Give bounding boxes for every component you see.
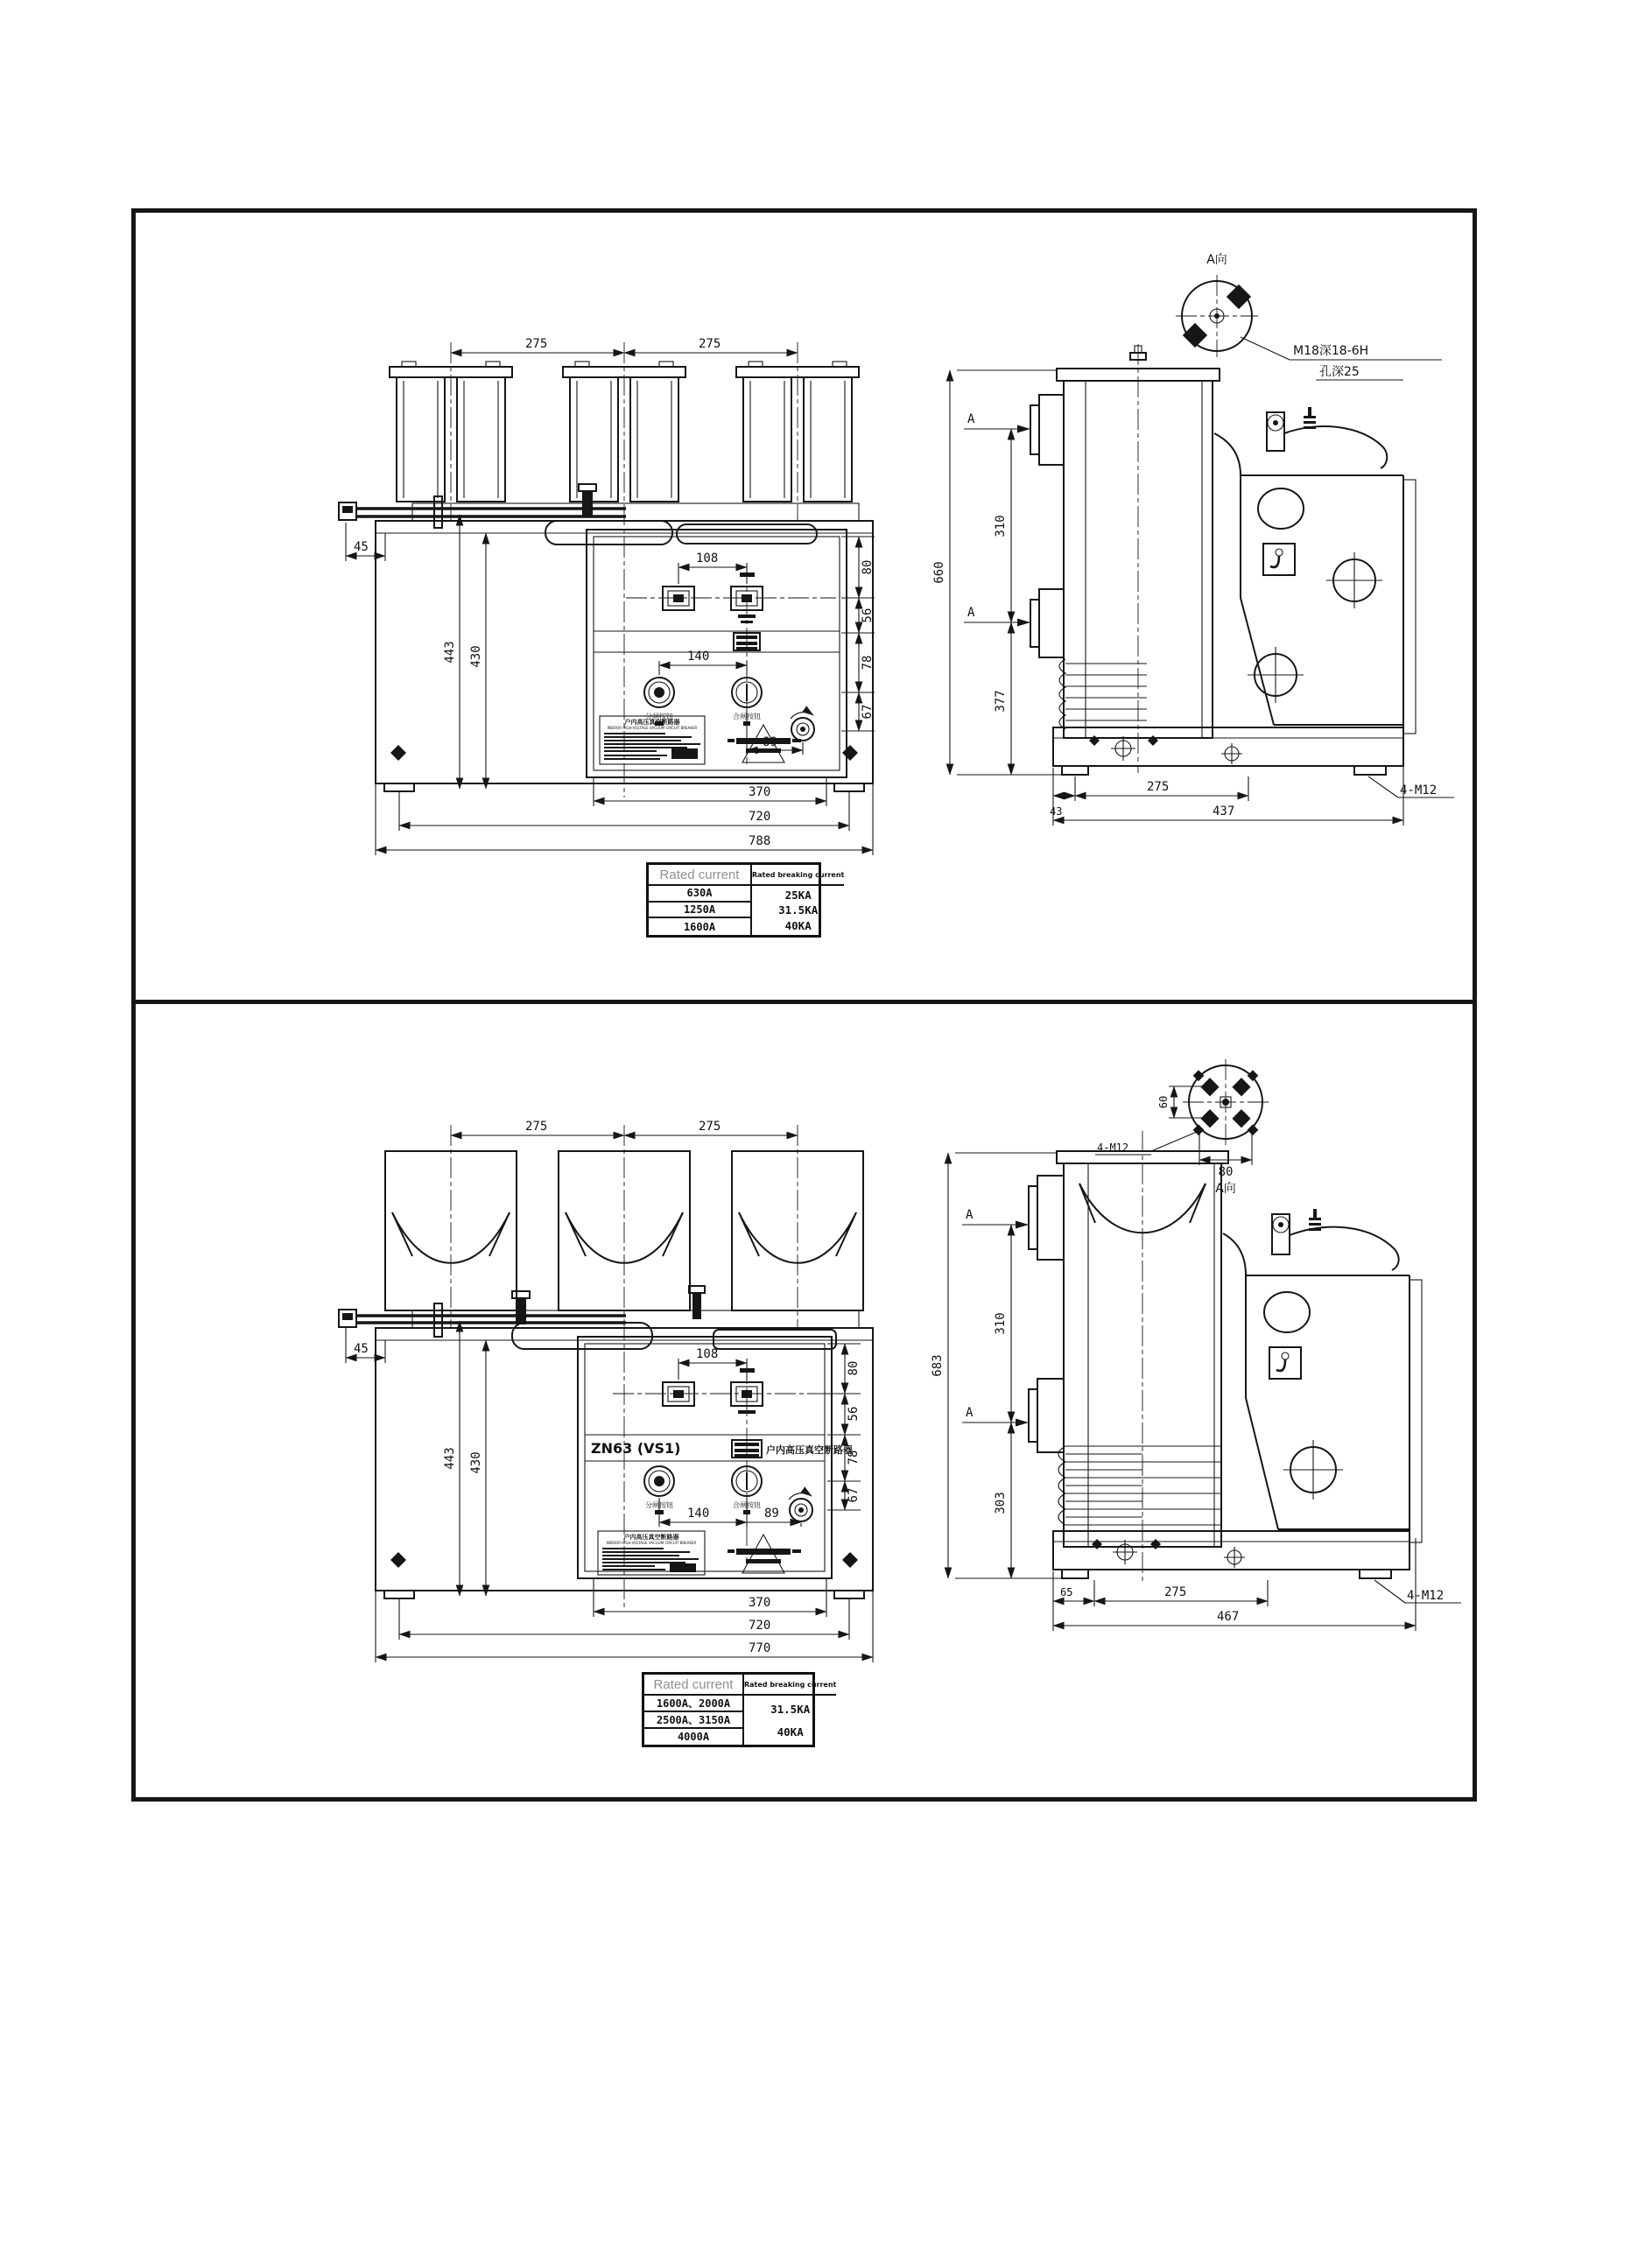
dim-overall-depth: 437 [1213,804,1235,818]
hook-icon [1269,1347,1301,1379]
side-view [931,1131,1461,1631]
base [1053,727,1403,775]
dim-pole-pitch-left: 275 [525,337,548,351]
breaking-value: 25KA [784,889,812,903]
dim-foot-pitch: 275 [1147,780,1170,794]
dim-overall-width: 788 [749,834,771,848]
detail-a-view [1176,253,1442,380]
bolt-diamond-left [390,745,406,761]
charging-knob[interactable] [791,713,814,741]
detail-thread-note: M18深18-6H [1293,344,1369,358]
close-button-label: 合闸按钮 [733,1501,761,1509]
breaking-current-cell [752,886,844,935]
dim-pole-pitch-left: 275 [525,1120,548,1134]
drawing-panel-bottom [131,1004,1477,1802]
header-rated-current: Rated current [649,865,752,886]
dim-panel-width: 370 [749,785,771,799]
dim-lower-span: 377 [994,690,1008,713]
section-label-upper: A [966,1208,974,1222]
section-label-upper: A [967,412,975,426]
open-button[interactable] [644,1466,674,1496]
dim-pole-pitch-right: 275 [699,337,721,351]
dim-lower-span: 303 [994,1492,1008,1514]
dim-button-pitch: 140 [687,1507,710,1521]
foot-bolt-note: 4-M12 [1407,1589,1445,1603]
foot-left [384,1591,414,1598]
nameplate-subtitle: INDOOR HIGH-VOLTAGE VACUUM CIRCUIT BREAKER [606,1541,697,1545]
open-button-label: 分闸按钮 [645,1501,673,1509]
close-button[interactable] [732,678,762,707]
drawing-panel-top [131,208,1477,1004]
model-label: ZN63 (VS1) [591,1440,681,1457]
indicator-window-open [663,587,694,610]
dim-overall-height: 683 [931,1354,945,1377]
platform [412,503,859,521]
detail-bolt-note: 4-M12 [1097,1142,1129,1154]
model-band [585,1435,853,1461]
rated-current-row: 2500A、3150A [644,1712,744,1729]
nameplate-subtitle: INDOOR HIGH-VOLTAGE VACUUM CIRCUIT BREAKER [607,726,698,730]
certification-mark [728,725,801,762]
section-label-lower: A [967,606,975,620]
dim-top-to-window: 80 [861,559,875,575]
dim-overall-width: 770 [749,1641,771,1655]
front-panel [578,1337,861,1578]
dim-top-to-window: 80 [847,1360,861,1376]
dim-arm-offset: 45 [354,1342,369,1356]
nameplate [598,1531,705,1575]
dim-panel-height: 430 [469,645,483,668]
dim-pole-pitch-right: 275 [699,1120,721,1134]
mechanism-frame [1223,1209,1422,1542]
dim-band-to-buttons: 78 [847,1450,861,1465]
dim-window-to-band: 56 [847,1406,861,1422]
detail-depth-note: 孔深25 [1319,365,1360,379]
band-title: 户内高压真空断路器 [766,1444,853,1456]
detail-title: A向 [1206,253,1227,267]
dim-panel-height: 430 [469,1451,483,1474]
dim-button-pitch: 140 [687,650,710,664]
rating-table-bottom [642,1672,837,1747]
breaking-value: 40KA [784,918,812,932]
foot-bolt-note: 4-M12 [1400,783,1438,797]
dim-bolt-vertical: 60 [1157,1095,1170,1109]
detail-title: A向 [1215,1182,1236,1196]
dim-overall-depth: 467 [1217,1610,1240,1624]
nameplate [600,716,705,764]
rated-current-row: 1600A、2000A [644,1696,744,1712]
interlock-arm [339,1286,836,1349]
foot-right [834,783,864,791]
charging-knob[interactable] [789,1493,812,1521]
base [1053,1531,1409,1578]
dim-buttons-to-knob: 67 [847,1487,861,1503]
dim-arm-offset: 45 [354,540,369,554]
dim-foot-offset: 65 [1060,1586,1073,1598]
bellows [1058,1446,1221,1525]
rated-current-row: 4000A [644,1729,744,1745]
dim-window-pitch: 108 [696,1347,719,1361]
mechanism-frame [1214,407,1416,734]
dim-overall-height: 660 [932,561,946,584]
front-view [339,337,875,855]
certification-mark [728,1535,801,1573]
bellows [1059,659,1147,729]
dim-panel-width: 370 [749,1596,771,1610]
dim-buttons-to-knob: 67 [861,704,875,720]
rated-current-row: 630A [649,886,752,903]
bolt-diamond-right [842,745,858,761]
dim-band-to-buttons: 78 [861,655,875,671]
breaking-current-cell [744,1696,836,1745]
dim-upper-span: 310 [994,1312,1008,1335]
dim-window-to-band: 56 [861,608,875,623]
operation-counter [734,633,760,650]
indicator-window-open [663,1382,694,1406]
dim-foot-pitch: 275 [1164,1585,1187,1599]
foot-left [384,783,414,791]
header-rated-current: Rated current [644,1675,744,1696]
close-button-label: 合闸按钮 [733,713,761,720]
header-breaking-current: Rated breaking current [744,1675,836,1696]
nameplate-title: 户内高压真空断路器 [624,719,680,726]
header-breaking-current: Rated breaking current [752,865,844,886]
dim-feet-pitch: 720 [749,810,771,824]
rated-current-row: 1600A [649,918,752,935]
dim-feet-pitch: 720 [749,1619,771,1633]
dim-foot-offset: 43 [1050,805,1063,818]
front-panel [587,530,875,777]
side-view [932,344,1454,825]
dim-body-height: 443 [443,641,457,664]
breaking-value: 31.5KA [778,903,819,917]
interlock-arm [339,484,817,544]
breaking-value: 40KA [777,1725,804,1739]
dim-body-height: 443 [443,1447,457,1470]
dim-bolt-horizontal: 80 [1218,1165,1234,1179]
front-view [339,1120,873,1662]
open-button[interactable] [644,678,674,707]
rated-current-row: 1250A [649,903,752,919]
open-button-label: 分闸按钮 [645,713,673,720]
section-label-lower: A [966,1406,974,1420]
rating-table-top [646,862,845,938]
dim-upper-span: 310 [994,515,1008,537]
platform [412,1310,859,1328]
breaking-value: 31.5KA [770,1702,811,1716]
nameplate-title: 户内高压真空断路器 [623,1534,679,1541]
dim-window-pitch: 108 [696,551,719,566]
hook-icon [1263,544,1295,575]
foot-right [834,1591,864,1598]
detail-a-view [1095,1059,1269,1196]
close-button[interactable] [732,1466,762,1496]
dim-knob-offset: 89 [764,1507,779,1521]
